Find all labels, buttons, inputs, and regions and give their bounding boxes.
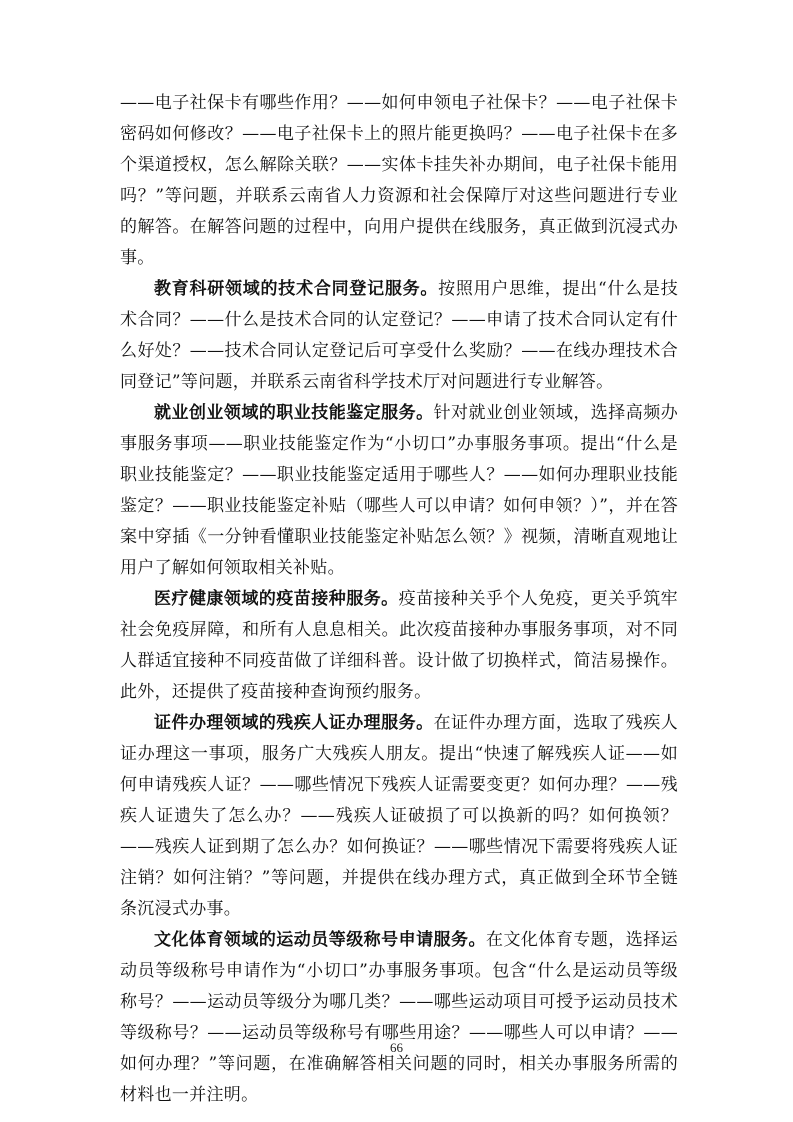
paragraph-text: 在文化体育专题，选择运动员等级称号申请作为“小切口”办事服务事项。包含“什么是运动员等级称号？——运动员等级分为哪几类？——哪些运动项目可授予运动员技术等级称号？——运动员等级称号有哪些用途？——哪些人可以申请？——如何办理？”等问题，在准确解答相关问题的同时，相关办事服务所需的材料也一并注明。 (120, 930, 678, 1105)
paragraph-text: 疫苗接种关乎个人免疫，更关乎筑牢社会免疫屏障，和所有人息息相关。此次疫苗接种办事服务事项，对不同人群适宜接种不同疫苗做了详细科普。设计做了切换样式，简洁易操作。此外，还提供了疫苗接种查询预约服务。 (120, 589, 678, 702)
document-body (120, 88, 678, 1111)
paragraph-athlete-level (120, 925, 678, 1111)
paragraph-text: 在证件办理方面，选取了残疾人证办理这一事项，服务广大残疾人朋友。提出“快速了解残疾人证——如何申请残疾人证？——哪些情况下残疾人证需要变更？如何办理？——残疾人证遗失了怎么办？——残疾人证破损了可以换新的吗？如何换领？——残疾人证到期了怎么办？如何换证？——哪些情况下需要将残疾人证注销？如何注销？”等问题，并提供在线办理方式，真正做到全环节全链条沉浸式办事。 (120, 713, 678, 919)
paragraph-social-security-card (120, 88, 678, 274)
paragraph-heading: 医疗健康领域的疫苗接种服务。 (154, 589, 399, 609)
paragraph-heading: 就业创业领域的职业技能鉴定服务。 (154, 403, 434, 423)
paragraph-text: 按照用户思维，提出“什么是技术合同？——什么是技术合同的认定登记？——申请了技术合同认定有什么好处？——技术合同认定登记后可享受什么奖励？——在线办理技术合同登记”等问题，并联系云南省科学技术厅对问题进行专业解答。 (120, 279, 678, 392)
paragraph-heading: 文化体育领域的运动员等级称号申请服务。 (154, 930, 486, 950)
paragraph-heading: 教育科研领域的技术合同登记服务。 (154, 279, 439, 299)
paragraph-vocational-skill (120, 398, 678, 584)
paragraph-vaccination (120, 584, 678, 708)
paragraph-disability-certificate (120, 708, 678, 925)
page-number: 66 (390, 1040, 403, 1055)
paragraph-technology-contract (120, 274, 678, 398)
paragraph-heading: 证件办理领域的残疾人证办理服务。 (154, 713, 434, 733)
paragraph-text: ——电子社保卡有哪些作用？——如何申领电子社保卡？——电子社保卡密码如何修改？——电子社保卡上的照片能更换吗？——电子社保卡在多个渠道授权，怎么解除关联？——实体卡挂失补办期间，电子社保卡能用吗？”等问题，并联系云南省人力资源和社会保障厅对这些问题进行专业的解答。在解答问题的过程中，向用户提供在线服务，真正做到沉浸式办事。 (120, 93, 678, 268)
paragraph-text: 针对就业创业领域，选择高频办事服务事项——职业技能鉴定作为“小切口”办事服务事项。提出“什么是职业技能鉴定？——职业技能鉴定适用于哪些人？——如何办理职业技能鉴定？——职业技能鉴定补贴（哪些人可以申请？如何申领？）”，并在答案中穿插《一分钟看懂职业技能鉴定补贴怎么领？》视频，清晰直观地让用户了解如何领取相关补贴。 (120, 403, 678, 578)
